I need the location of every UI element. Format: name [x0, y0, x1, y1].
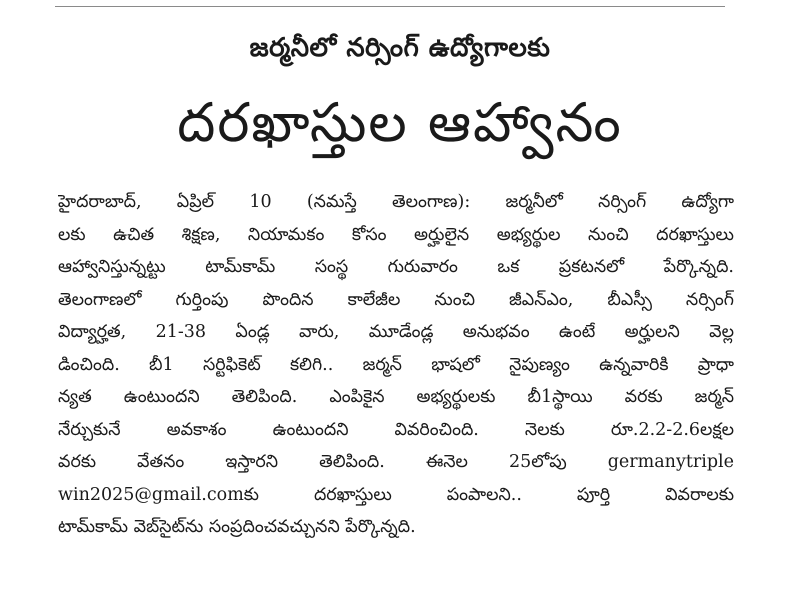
article-line: విద్యార్హత, 21-38 ఏండ్ల వారు, మూడేండ్ల అనుభవం ఉంటే అర్హులని వెల్ల	[58, 322, 734, 342]
article-line: win2025@gmail.comకు దరఖాస్తులు పంపాలని.. పూర్తి వివరాలకు	[58, 484, 734, 505]
article-line: నేర్చుకునే అవకాశం ఉంటుందని వివరించింది. నెలకు రూ.2.2-2.6లక్షల	[58, 419, 734, 440]
article-line: న్యత ఉంటుందని తెలిపింది. ఎంపికైన అభ్యర్థులకు బీ1స్థాయి వరకు జర్మన్	[58, 387, 734, 407]
article-line: లకు ఉచిత శిక్షణ, నియామకం కోసం అర్హులైన అభ్యర్థుల నుంచి దరఖాస్తులు	[58, 224, 734, 245]
article-body	[58, 186, 734, 544]
article-line: డించింది. బీ1 సర్టిఫికెట్ కలిగి.. జర్మన్ భాషలో నైపుణ్యం ఉన్నవారికి ప్రాధా	[58, 354, 734, 375]
top-divider	[55, 6, 725, 7]
article-line: ఆహ్వానిస్తున్నట్టు టామ్‌కామ్ సంస్థ గురువారం ఒక ప్రకటనలో పేర్కొన్నది.	[58, 257, 734, 277]
kicker-headline: జర్మనీలో నర్సింగ్ ఉద్యోగాలకు	[249, 33, 551, 63]
article-line: వరకు వేతనం ఇస్తారని తెలిపింది. ఈనెల 25లోపు germanytriple	[58, 452, 734, 472]
main-headline: దరఖాస్తుల ఆహ్వానం	[177, 91, 623, 154]
article-line: టామ్‌కామ్ వెబ్‌సైట్‌ను సంప్రదించవచ్చునని పేర్కొన్నది.	[58, 517, 416, 537]
article-line: హైదరాబాద్, ఏప్రిల్ 10 (నమస్తే తెలంగాణ): జర్మనీలో నర్సింగ్ ఉద్యోగా	[58, 192, 734, 212]
article-line: తెలంగాణలో గుర్తింపు పొందిన కాలేజీల నుంచి జీఎన్ఎం, బీఎస్సీ నర్సింగ్	[58, 289, 734, 310]
